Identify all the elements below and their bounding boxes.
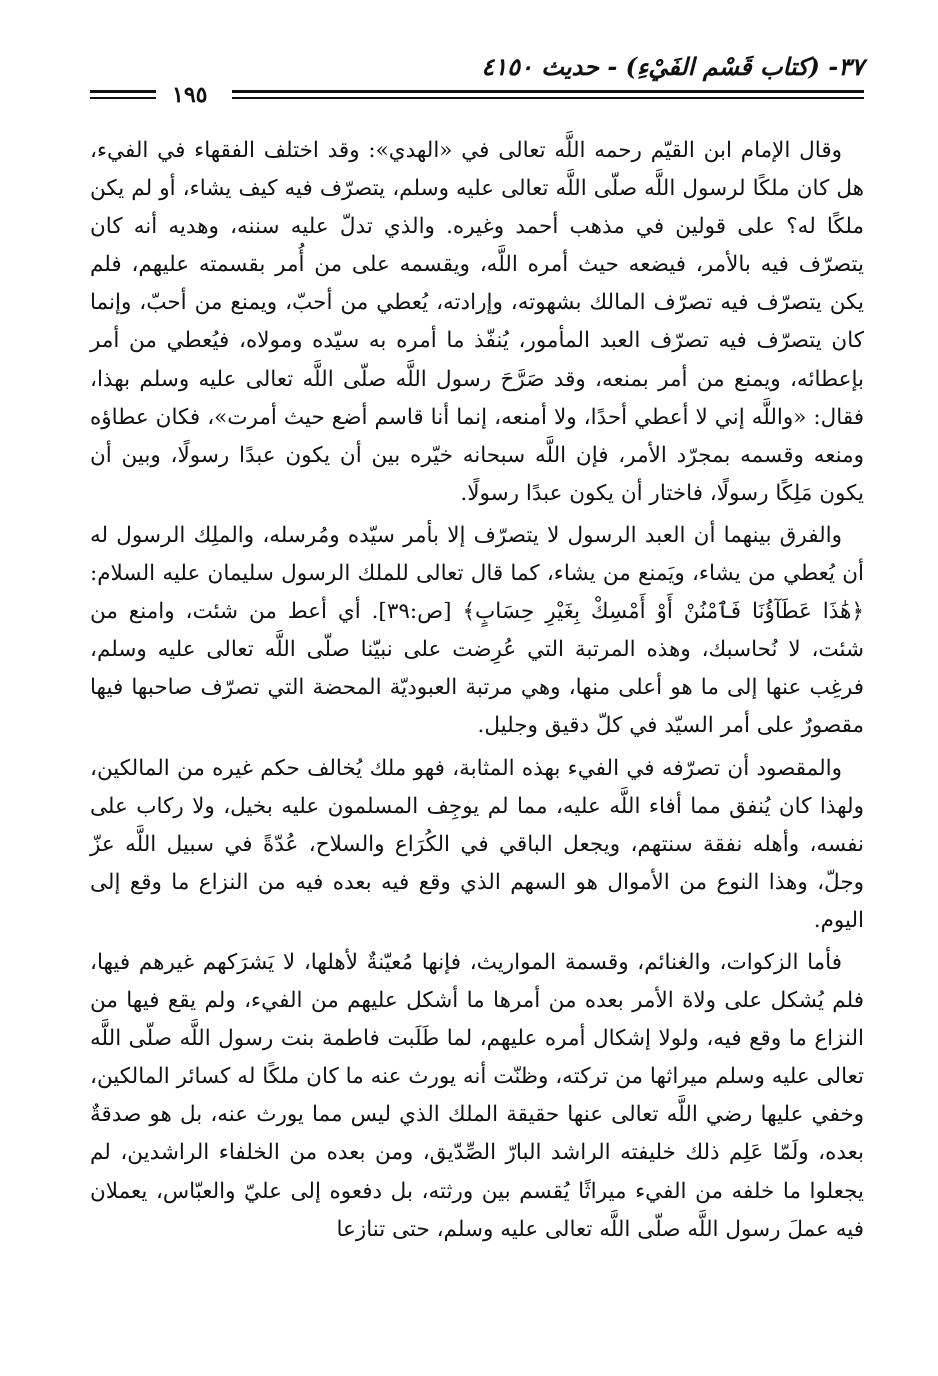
body-text <box>90 132 864 1249</box>
running-title: ٣٧- (كتاب قَسْم الفَيْءِ) - حديث ٤١٥٠ <box>481 52 864 81</box>
header-rule-left-bottom <box>90 97 156 99</box>
page-number: ١٩٥ <box>172 82 208 108</box>
header-rule-right-top <box>232 90 864 93</box>
page-header <box>82 52 864 108</box>
paragraph-text: والفرق بينهما أن العبد الرسول لا يتصرّف إلا بأمر سيّده ومُرسله، والملِك الرسول له أن يُعطي من يشاء، ويَمنع من يشاء، كما قال تعالى للملك الرسول سليمان عليه السلام: ﴿هَٰذَا عَطَآؤُنَا فَٱمْنُنْ أَوْ أَمْسِكْ بِغَيْرِ حِسَابٍ﴾ [ص:٣٩]. أي أعط من شئت، وامنع من شئت، لا نُحاسبك، وهذه المرتبة التي عُرِضت على نبيّنا صلّى اللَّه تعالى عليه وسلم، فرغِب عنها إلى ما هو أعلى منها، وهي مرتبة العبوديّة المحضة التي تصرّف صاحبها فيها مقصورٌ على أمر السيّد في كلّ دقيق وجليل. <box>90 522 864 739</box>
paragraph <box>90 517 864 746</box>
paragraph <box>90 750 864 940</box>
paragraph <box>90 944 864 1249</box>
paragraph-text: والمقصود أن تصرّفه في الفيء بهذه المثابة، فهو ملك يُخالف حكم غيره من المالكين، ولهذا كان يُنفق مما أفاء اللَّه عليه، مما لم يوجِف المسلمون عليه بخيل، ولا ركاب على نفسه، وأهله نفقة سنتهم، ويجعل الباقي في الكُرَاع والسلاح، عُدّةً في سبيل اللَّه عزّ وجلّ، وهذا النوع من الأموال هو السهم الذي وقع فيه بعده فيه من النزاع ما وقع إلى اليوم. <box>90 755 864 933</box>
paragraph-text: وقال الإمام ابن القيّم رحمه اللَّه تعالى في «الهدي»: وقد اختلف الفقهاء في الفيء، هل كان ملكًا لرسول اللَّه صلّى اللَّه تعالى عليه وسلم، يتصرّف فيه كيف يشاء، أو لم يكن ملكًا له؟ على قولين في مذهب أحمد وغيره. والذي تدلّ عليه سننه، وهديه أنه كان يتصرّف فيه بالأمر، فيضعه حيث أمره اللَّه، ويقسمه على من أُمر بقسمته عليهم، فلم يكن يتصرّف فيه تصرّف المالك بشهوته، وإرادته، يُعطي من أحبّ، ويمنع من أحبّ، وإنما كان يتصرّف فيه تصرّف العبد المأمور، يُنفّذ ما أمره به سيّده ومولاه، فيُعطي من أمر بإعطائه، ويمنع من أمر بمنعه، وقد صَرَّحَ رسول اللَّه صلّى اللَّه تعالى عليه وسلم بهذا، فقال: «واللَّه إني لا أعطي أحدًا، ولا أمنعه، إنما أنا قاسم أضع حيث أمرت»، فكان عطاؤه ومنعه وقسمه بمجرّد الأمر، فإن اللَّه سبحانه خيّره بين أن يكون عبدًا رسولًا، وبين أن يكون مَلِكًا رسولًا، فاختار أن يكون عبدًا رسولًا. <box>90 138 865 506</box>
paragraph-text: فأما الزكوات، والغنائم، وقسمة المواريث، فإنها مُعيّنةٌ لأهلها، لا يَشرَكهم غيرهم فيها، فلم يُشكل على ولاة الأمر بعده من أمرها ما أشكل عليهم من الفيء، ولم يقع فيها من النزاع ما وقع فيه، ولولا إشكال أمره عليهم، لما طَلَبت فاطمة بنت رسول اللَّه صلّى اللَّه تعالى عليه وسلم ميراثها من تركته، وظنّت أنه يورث عنه ما كان ملكًا له كسائر المالكين، وخفي عليها رضي اللَّه تعالى عنها حقيقة الملك الذي ليس مما يورث عنه، بل هو صدقةٌ بعده، ولَمّا عَلِم ذلك خليفته الراشد البارّ الصِّدّيق، ومن بعده من الخلفاء الراشدين، لم يجعلوا ما خلفه من الفيء ميراثًا يُقسم بين ورثته، بل دفعوه إلى عليّ والعبّاس، يعملان فيه عملَ رسول اللَّه صلّى اللَّه تعالى عليه وسلم، حتى تنازعا <box>90 949 865 1242</box>
paragraph <box>90 132 864 513</box>
header-rule-left-top <box>90 90 156 93</box>
header-rule-right-bottom <box>232 97 864 99</box>
